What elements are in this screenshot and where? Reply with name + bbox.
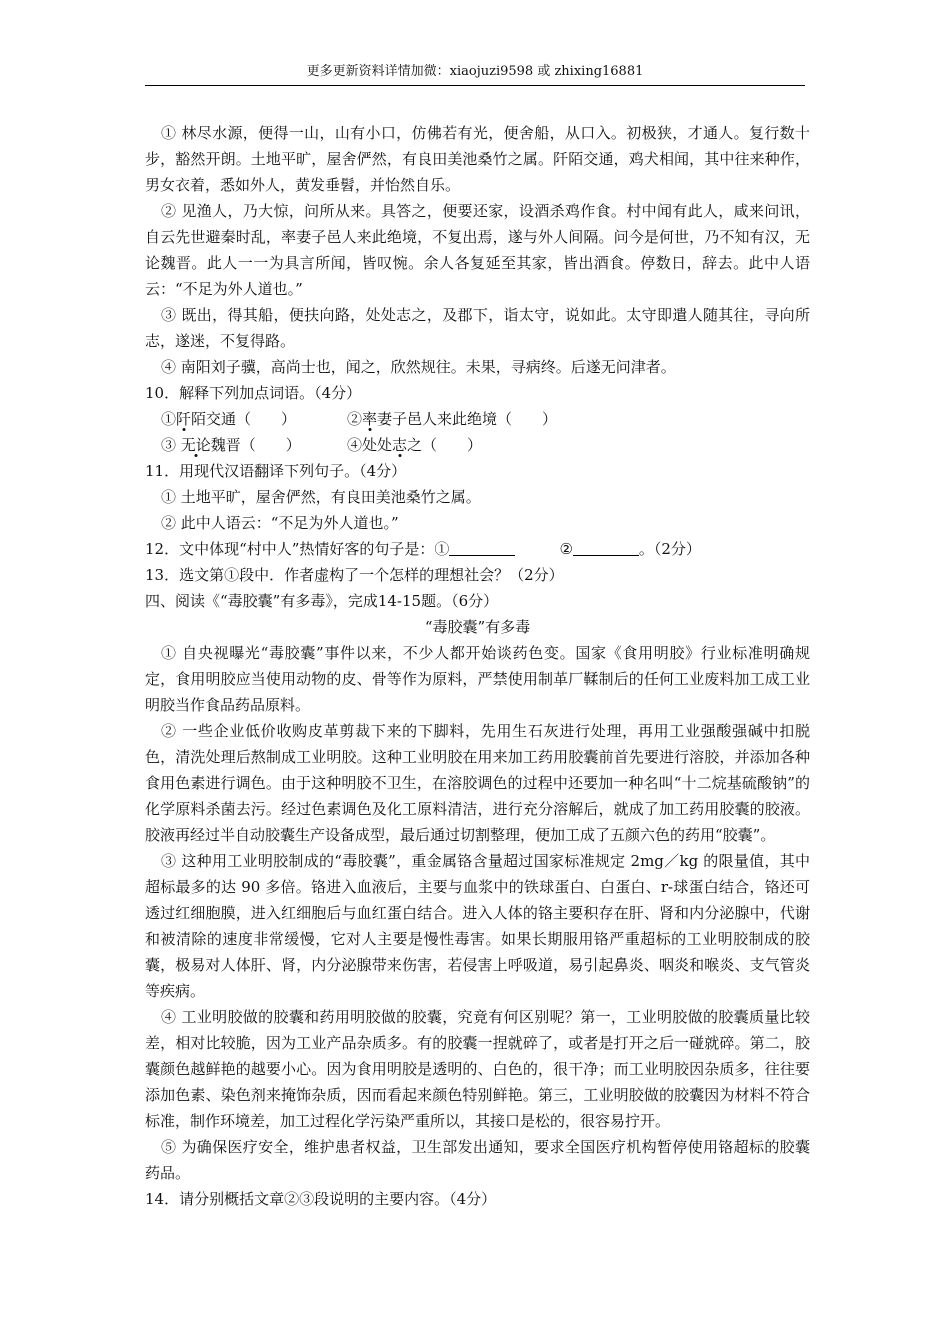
dotted-word: 无论	[180, 436, 211, 454]
classical-paragraph-4: ④ 南阳刘子骥，高尚士也，闻之，欣然规往。未果，寻病终。后遂无问津者。	[161, 358, 676, 376]
article-paragraph-1: ① 自央视曝光“毒胶囊”事件以来，不少人都开始谈药色变。国家《食用明胶》行业标准明确规定，食用明胶应当使用动物的皮、骨等作为原料，严禁使用制革厂鞣制后的任何工业废料加工成工业明胶当作食品药品原料。	[145, 644, 810, 714]
question-10-row-1	[145, 406, 810, 432]
question-10-stem: 10．解释下列加点词语。（4分）	[145, 384, 362, 402]
article-paragraph-3: ③ 这种用工业明胶制成的“毒胶囊”，重金属铬含量超过国家标准规定 2mg／kg 的限量值，其中超标最多的达 90 多倍。铬进入血液后，主要与血浆中的铁球蛋白、白蛋白、r-球蛋白结合，铬还可透过红细胞膜，进入红细胞后与血红蛋白结合。进入人体的铬主要积存在肝、肾和内分泌腺中，代谢和被清除的速度非常缓慢，它对人主要是慢性毒害。如果长期服用铬严重超标的工业明胶制成的胶囊，极易对人体肝、肾，内分泌腺带来伤害，若侵害上呼吸道，易引起鼻炎、咽炎和喉炎、支气管炎等疾病。	[145, 852, 810, 1000]
section-4-heading: 四、阅读《“毒胶囊”有多毒》，完成14-15题。（6分）	[145, 592, 499, 610]
classical-paragraph-1: ① 林尽水源，便得一山，山有小口，仿佛若有光，便舍船，从口入。初极狭，才通人。复行数十步，豁然开朗。土地平旷，屋舍俨然，有良田美池桑竹之属。阡陌交通，鸡犬相闻，其中往来种作，男女衣着，悉如外人，黄发垂髫，并怡然自乐。	[145, 124, 810, 194]
page-header: 更多更新资料详情加微：xiaojuzi9598 或 zhixing16881	[145, 62, 805, 86]
article-paragraph-5: ⑤ 为确保医疗安全，维护患者权益，卫生部发出通知，要求全国医疗机构暂停使用铬超标的胶囊药品。	[145, 1138, 810, 1182]
article-title: “毒胶囊”有多毒	[424, 618, 531, 636]
document-body	[145, 120, 810, 1212]
classical-paragraph-2: ② 见渔人，乃大惊，问所从来。具答之，便要还家，设酒杀鸡作食。村中闻有此人，咸来问讯，自云先世避秦时乱，率妻子邑人来此绝境，不复出焉，遂与外人间隔。问今是何世，乃不知有汉，无论魏晋。此人一一为具言所闻，皆叹惋。余人各复延至其家，皆出酒食。停数日，辞去。此中人语云：“不足为外人道也。”	[145, 202, 810, 298]
question-10-item-4: ④处处志之（ ）	[347, 436, 483, 454]
question-10-item-3: ③ 无论魏晋（ ）	[161, 436, 301, 454]
question-10-item-1: ①阡陌交通（ ）	[161, 410, 297, 428]
classical-paragraph-3: ③ 既出，得其船，便扶向路，处处志之，及郡下，诣太守，说如此。太守即遣人随其往，寻向所志，遂迷，不复得路。	[145, 306, 810, 350]
dotted-word: 率	[362, 410, 378, 428]
article-paragraph-2: ② 一些企业低价收购皮革剪裁下来的下脚料，先用生石灰进行处理，再用工业强酸强碱中扣脱色，清洗处理后熬制成工业明胶。这种工业明胶在用来加工药用胶囊前首先要进行溶胶，并添加各种食用色素进行调色。由于这种明胶不卫生，在溶胶调色的过程中还要加一种名叫“十二烷基硫酸钠”的化学原料杀菌去污。经过色素调色及化工原料清洁，进行充分溶解后，就成了加工药用胶囊的胶液。胶液再经过半自动胶囊生产设备成型，最后通过切割整理，便加工成了五颜六色的药用“胶囊”。	[145, 722, 810, 844]
dotted-word: 志	[392, 436, 408, 454]
question-14: 14．请分别概括文章②③段说明的主要内容。（4分）	[145, 1190, 497, 1208]
question-10-row-2	[145, 432, 810, 458]
question-13: 13．选文第①段中．作者虚构了一个怎样的理想社会？（2分）	[145, 566, 564, 584]
question-12: 12．文中体现“村中人”热情好客的句子是：① ② 。（2分）	[145, 540, 701, 558]
question-10-item-2: ②率妻子邑人来此绝境（ ）	[347, 410, 558, 428]
answer-blank-2[interactable]	[573, 539, 639, 556]
question-11-sentence-2: ② 此中人语云：“不足为外人道也。”	[161, 514, 399, 532]
dotted-word: 阡	[176, 410, 192, 428]
question-11-sentence-1: ① 土地平旷，屋舍俨然，有良田美池桑竹之属。	[161, 488, 481, 506]
article-paragraph-4: ④ 工业明胶做的胶囊和药用明胶做的胶囊，究竟有何区别呢？第一，工业明胶做的胶囊质量比较差，相对比较脆，因为工业产品杂质多。有的胶囊一捏就碎了，或者是打开之后一碰就碎。第二，胶囊颜色越鲜艳的越要小心。因为食用明胶是透明的、白色的，很干净；而工业明胶因杂质多，往往要添加色素、染色剂来掩饰杂质，因而看起来颜色特别鲜艳。第三，工业明胶做的胶囊因为材料不符合标准，制作环境差，加工过程化学污染严重所以，其接口是松的，很容易拧开。	[145, 1008, 810, 1130]
answer-blank-1[interactable]	[449, 539, 515, 556]
question-11-stem: 11．用现代汉语翻译下列句子。（4分）	[145, 462, 407, 480]
